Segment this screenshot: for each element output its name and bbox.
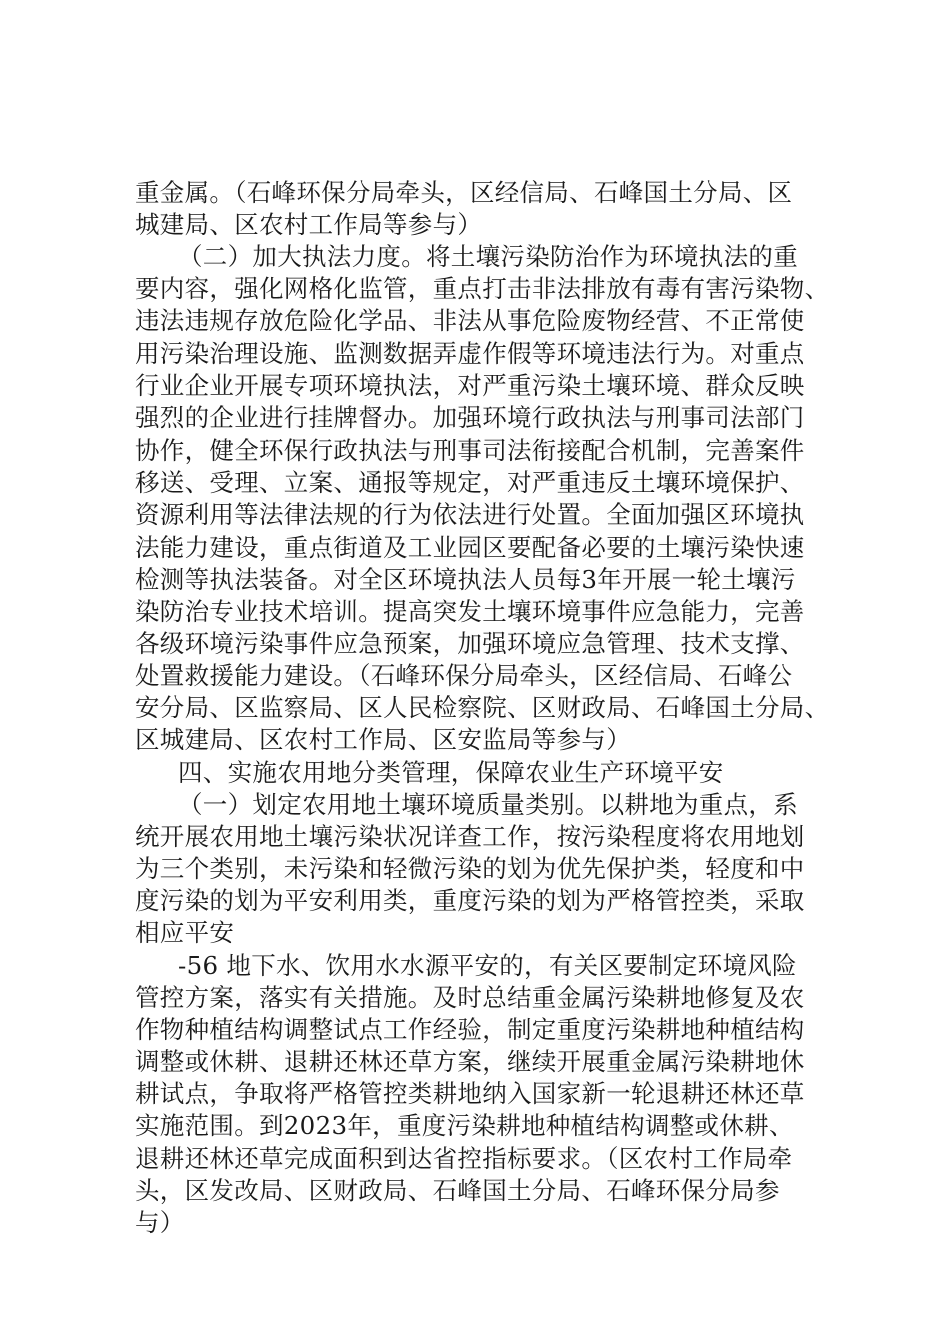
text-line: 移送、受理、立案、通报等规定，对严重违反土壤环境保护、 [135, 468, 805, 497]
text-line: 头，区发改局、区财政局、石峰国土分局、石峰环保分局参 [135, 1176, 780, 1205]
text-line: 违法违规存放危险化学品、非法从事危险废物经营、不正常使 [135, 306, 805, 335]
text-line: 实施范围。到2023年，重度污染耕地种植结构调整或休耕、 [135, 1111, 794, 1140]
text-line: 耕试点，争取将严格管控类耕地纳入国家新一轮退耕还林还草 [135, 1079, 805, 1108]
text-line: 检测等执法装备。对全区环境执法人员每3年开展一轮土壤污 [135, 565, 796, 594]
text-line: 各级环境污染事件应急预案，加强环境应急管理、技术支撑、 [135, 629, 805, 658]
text-line: 区城建局、区农村工作局、区安监局等参与） [135, 725, 631, 754]
text-line: 重金属。（石峰环保分局牵头，区经信局、石峰国土分局、区 [135, 178, 793, 207]
text-line: 安分局、区监察局、区人民检察院、区财政局、石峰国土分局、 [135, 693, 830, 722]
text-line: 退耕还林还草完成面积到达省控指标要求。（区农村工作局牵 [135, 1144, 793, 1173]
text-line: 强烈的企业进行挂牌督办。加强环境行政执法与刑事司法部门 [135, 403, 805, 432]
text-line: 度污染的划为平安利用类，重度污染的划为严格管控类，采取 [135, 886, 805, 915]
text-line: 为三个类别，未污染和轻微污染的划为优先保护类，轻度和中 [135, 854, 805, 883]
text-line: 调整或休耕、退耕还林还草方案，继续开展重金属污染耕地休 [135, 1047, 805, 1076]
text-line: 资源利用等法律法规的行为依法进行处置。全面加强区环境执 [135, 500, 805, 529]
text-line: 法能力建设，重点街道及工业园区要配备必要的土壤污染快速 [135, 533, 805, 562]
text-line: 处置救援能力建设。（石峰环保分局牵头，区经信局、石峰公 [135, 661, 793, 690]
text-line: -56 地下水、饮用水水源平安的，有关区要制定环境风险 [178, 951, 797, 980]
text-line: 与） [135, 1208, 185, 1237]
section-heading: 四、实施农用地分类管理，保障农业生产环境平安 [178, 758, 724, 787]
text-line: （二）加大执法力度。将土壤污染防治作为环境执法的重 [178, 242, 798, 271]
text-line: 作物种植结构调整试点工作经验，制定重度污染耕地种植结构 [135, 1015, 805, 1044]
text-line: 协作，健全环保行政执法与刑事司法衔接配合机制，完善案件 [135, 436, 805, 465]
text-line: 染防治专业技术培训。提高突发土壤环境事件应急能力，完善 [135, 597, 805, 626]
text-line: 行业企业开展专项环境执法，对严重污染土壤环境、群众反映 [135, 371, 805, 400]
text-line: 要内容，强化网格化监管，重点打击非法排放有毒有害污染物、 [135, 274, 830, 303]
text-line: 用污染治理设施、监测数据弄虚作假等环境违法行为。对重点 [135, 339, 805, 368]
text-line: 城建局、区农村工作局等参与） [135, 210, 483, 239]
text-line: 相应平安 [135, 918, 235, 947]
text-line: 管控方案，落实有关措施。及时总结重金属污染耕地修复及农 [135, 983, 805, 1012]
text-line: （一）划定农用地土壤环境质量类别。以耕地为重点，系 [178, 790, 798, 819]
text-line: 统开展农用地土壤污染状况详查工作，按污染程度将农用地划 [135, 822, 805, 851]
